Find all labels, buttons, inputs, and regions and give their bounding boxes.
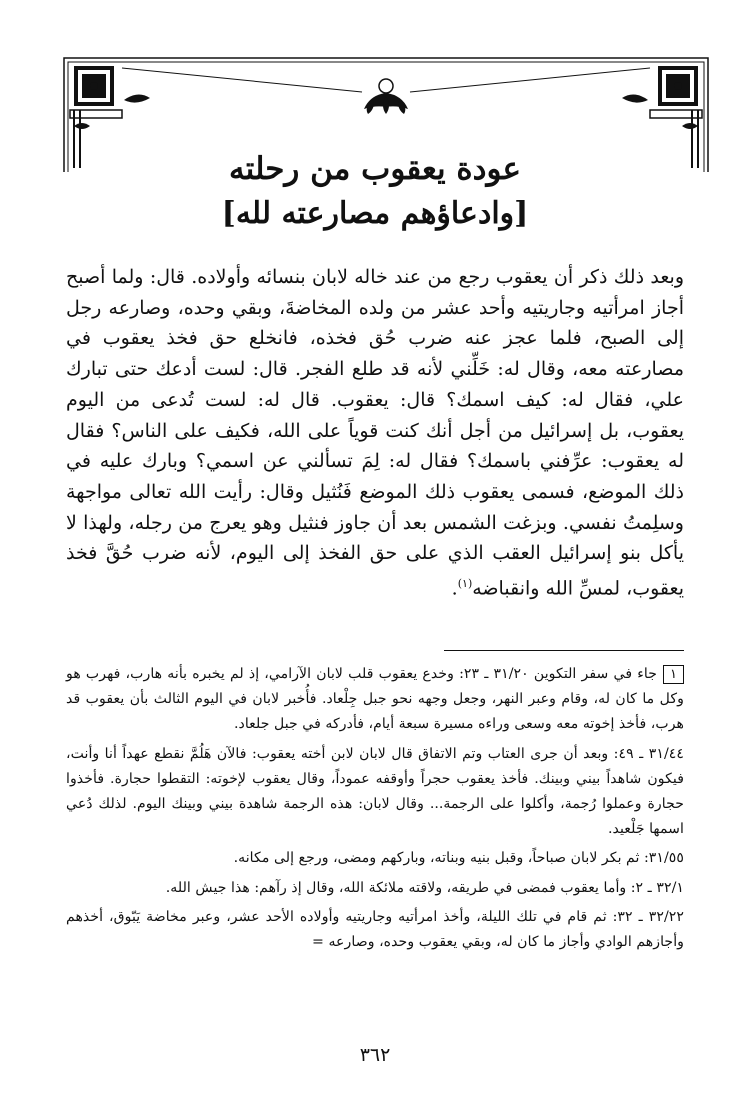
footnote-text: جاء في سفر التكوين ٣١/٢٠ ـ ٢٣: وخدع يعقوب قلب لابان الآرامي، إذ لم يخبره بأنه هارب، فهرب هو وكل ما كان له، وقام وعبر النهر، وجعل وجهه نحو جبل جِلْعاد. فأُخبر لابان في اليوم الثالث بأن يعقوب قد هرب، فأخذ إخوته معه وسعى وراءه مسيرة سبعة أيام، فأدركه في جبل جلعاد. <box>66 666 684 733</box>
chapter-subtitle: [وادعاؤهم مصارعته لله] <box>221 196 529 231</box>
footnote-paragraph <box>66 846 684 871</box>
footnotes-section <box>66 662 684 959</box>
footnote-text: ٣٢/١ ـ ٢: وأما يعقوب فمضى في طريقه، ولاقته ملائكة الله، وقال إذ رآهم: هذا جيش الله. <box>165 879 684 896</box>
chapter-title: عودة يعقوب من رحلته <box>229 151 521 187</box>
footnote-paragraph <box>66 876 684 901</box>
page-number: ٣٦٢ <box>359 1044 391 1066</box>
footnote-divider <box>444 650 684 651</box>
footnote-reference: (١) <box>457 577 473 591</box>
footnote-text: ٣١/٤٤ ـ ٤٩: وبعد أن جرى العتاب وتم الاتفاق قال لابان لابن أخته يعقوب: فالآن هَلُمَّ نقطع عهداً أنا وأنت، فيكون شاهداً بيني وبينك. فأخذ يعقوب حجراً وأوقفه عموداً، وقال يعقوب لإخوته: التقطوا حجارة. فأخذوا حجارة وعملوا رُجمة، وأكلوا على الرجمة... وقال لابان: هذه الرجمة شاهدة بيني وبينك اليوم. لذلك دُعي اسمها جَلْعيد. <box>66 745 684 838</box>
footnote-paragraph <box>66 905 684 955</box>
body-paragraph-text: وبعد ذلك ذكر أن يعقوب رجع من عند خاله لابان بنسائه وأولاده. قال: ولما أصبح أجاز امرأتيه وجاريتيه وأحد عشر من ولده المخاضةَ، وبقي وحده، وصارعه رجل إلى الصبح، فلما عجز عنه ضرب حُق فخذه، فانخلع حق فخذ يعقوب في مصارعته معه، وقال له: خَلِّني لأنه قد طلع الفجر. قال: لست أدعك حتى تبارك علي، فقال له: كيف اسمك؟ قال: يعقوب. قال له: لست تُدعى من اليوم يعقوب، بل إسرائيل من أجل أنك كنت قوياً على الله، فكيف على الناس؟ فقال له يعقوب: عرِّفني باسمك؟ فقال له: لِمَ تسألني عن اسمي؟ وبارك عليه في ذلك الموضع، فسمى يعقوب ذلك الموضع فَنُثيل وقال: رأيت الله تعالى مواجهة وسلِمتُ نفسي. وبزغت الشمس بعد أن جاوز فنثيل وهو يعرج من رجله، ولهذا لا يأكل بنو إسرائيل العقب الذي على حق الفخذ إلى اليوم، لأنه ضرب حُقَّ فخذ يعقوب، لمسِّ الله وانقباضه <box>66 266 684 600</box>
footnote-text: ٣٢/٢٢ ـ ٣٢: ثم قام في تلك الليلة، وأخذ امرأتيه وجاريتيه وأولاده الأحد عشر، وعبر مخاضة يَبّوق، أخذهم وأجازهم الوادي وأجاز ما كان له، وبقي يعقوب وحده، وصارعه = <box>66 908 684 951</box>
footnote-paragraph <box>66 742 684 843</box>
center-floral-ornament-icon <box>364 79 408 114</box>
main-text <box>66 262 684 604</box>
footnote-text: ٣١/٥٥: ثم بكر لابان صباحاً، وقبل بنيه وبناته، وباركهم ومضى، ورجع إلى مكانه. <box>233 850 684 867</box>
footnote-paragraph <box>66 662 684 738</box>
paragraph-end: . <box>451 577 458 600</box>
footnote-number-box: ١ <box>663 665 684 684</box>
body-paragraph <box>66 262 684 604</box>
